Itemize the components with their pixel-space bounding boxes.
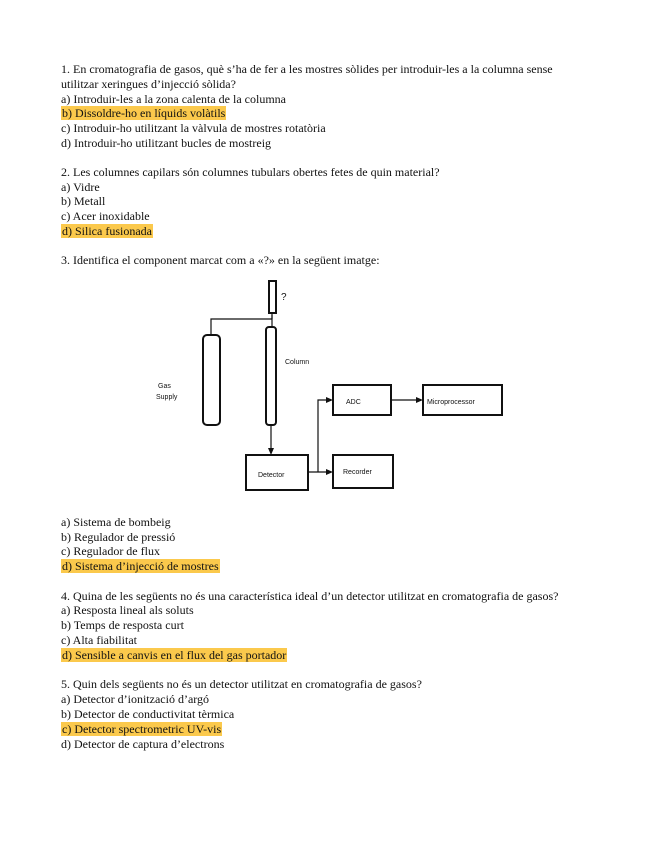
answer-highlight: d) Sistema d’injecció de mostres: [62, 559, 219, 573]
arrow-to-detector: [268, 448, 274, 455]
question-3-option-b: b) Regulador de pressió: [61, 530, 176, 544]
microprocessor-label: Microprocessor: [427, 399, 475, 406]
column-tube: [266, 327, 276, 425]
gas-chromatograph-diagram: [150, 275, 510, 495]
question-3-option-c: c) Regulador de flux: [61, 544, 160, 558]
question-1-stem-cont: utilitzar xeringues d’injecció sòlida?: [61, 77, 236, 91]
detector-label: Detector: [258, 472, 285, 479]
question-1-option-a: a) Introduir-les a la zona calenta de la columna: [61, 92, 286, 106]
question-4-option-c: c) Alta fiabilitat: [61, 633, 137, 647]
injector-component: [269, 281, 276, 313]
question-3-option-a: a) Sistema de bombeig: [61, 515, 171, 529]
answer-highlight: c) Detector spectrometric UV-vis: [62, 722, 222, 736]
question-1-option-d: d) Introduir-ho utilitzant bucles de mostreig: [61, 136, 272, 150]
question-2-option-c: c) Acer inoxidable: [61, 209, 150, 223]
adc-label: ADC: [346, 399, 361, 406]
question-2-option-d: [61, 224, 153, 239]
question-1-stem: 1. En cromatografia de gasos, què s’ha de fer a les mostres sòlides per introduir-les a la columna sense: [61, 62, 553, 76]
answer-highlight: d) Sensible a canvis en el flux del gas portador: [62, 648, 287, 662]
question-2-option-a: a) Vidre: [61, 180, 100, 194]
question-5-option-b: b) Detector de conductivitat tèrmica: [61, 707, 235, 721]
question-4-option-d: [61, 648, 287, 663]
arrow-to-recorder: [326, 469, 333, 475]
question-1-option-c: c) Introduir-ho utilitzant la vàlvula de mostres rotatòria: [61, 121, 326, 135]
recorder-label: Recorder: [343, 469, 372, 476]
question-4-stem: 4. Quina de les següents no és una característica ideal d’un detector utilitzat en cromatografia de gasos?: [61, 589, 559, 603]
gas-supply-label-line2: Supply: [156, 394, 178, 401]
question-mark-label: ?: [281, 292, 287, 303]
answer-highlight: b) Dissoldre-ho en líquids volàtils: [62, 106, 226, 120]
gas-line: [211, 319, 272, 335]
question-3-stem: 3. Identifica el component marcat com a «?» en la següent imatge:: [61, 253, 380, 267]
arrow-to-adc: [326, 397, 333, 403]
gas-supply-label: Gas: [158, 383, 171, 390]
detector-to-adc-line: [318, 400, 331, 472]
question-5-option-c: [61, 722, 222, 737]
question-3-option-d: [61, 559, 220, 574]
arrow-to-microprocessor: [416, 397, 423, 403]
question-2-stem: 2. Les columnes capilars són columnes tubulars obertes fetes de quin material?: [61, 165, 440, 179]
question-5-option-d: d) Detector de captura d’electrons: [61, 737, 225, 751]
question-4-option-b: b) Temps de resposta curt: [61, 618, 184, 632]
adc-box: [333, 385, 391, 415]
gas-supply-cylinder: [203, 335, 220, 425]
answer-highlight: d) Silica fusionada: [62, 224, 152, 238]
column-label: Column: [285, 359, 310, 366]
question-5-stem: 5. Quin dels següents no és un detector utilitzat en cromatografia de gasos?: [61, 677, 422, 691]
question-2-option-b: b) Metall: [61, 194, 106, 208]
question-4-option-a: a) Resposta lineal als soluts: [61, 603, 194, 617]
question-1-option-b: [61, 106, 226, 121]
question-5-option-a: a) Detector d’ionització d’argó: [61, 692, 210, 706]
